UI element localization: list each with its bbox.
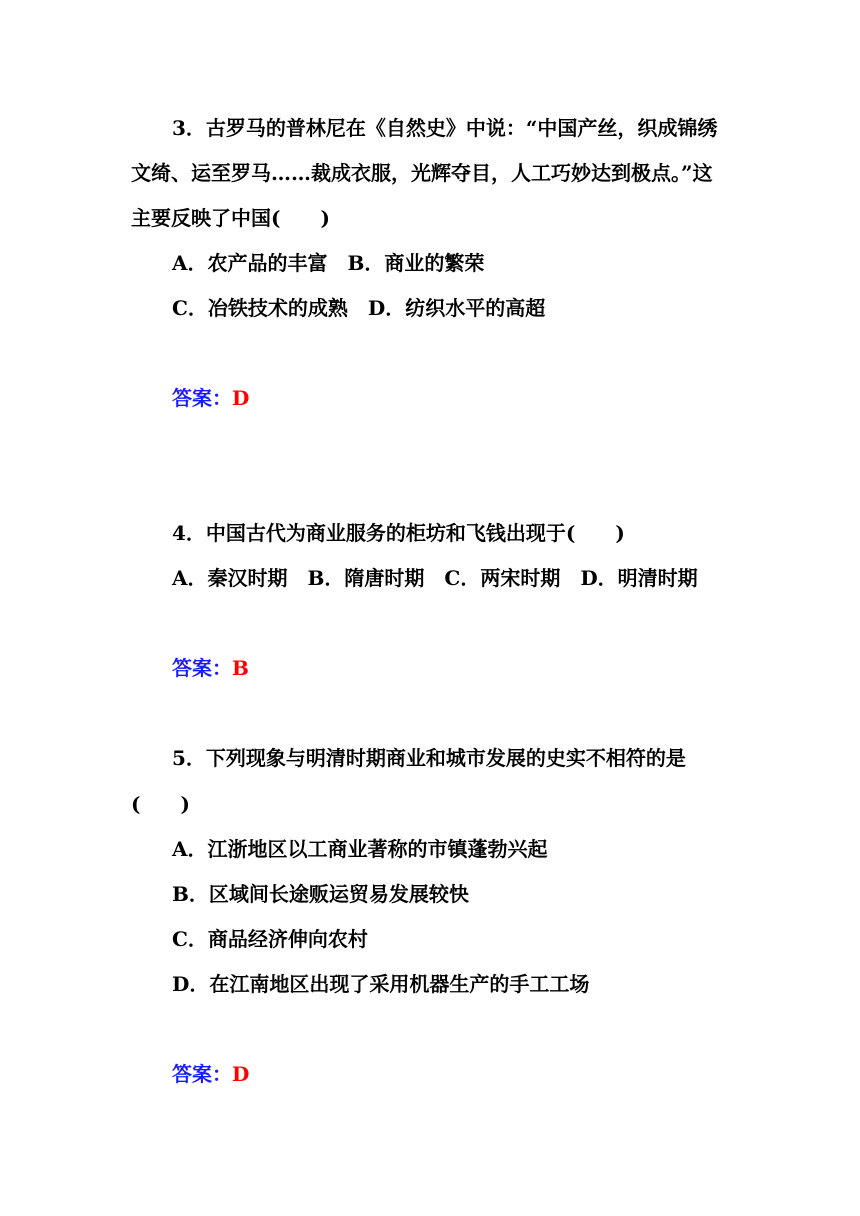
q4-answer-value: B bbox=[232, 656, 249, 680]
q5-answer-label: 答案： bbox=[172, 1062, 232, 1086]
q3-stem-line-1: 3．古罗马的普林尼在《自然史》中说：“中国产丝，织成锦绣 bbox=[172, 116, 718, 140]
q3-stem-line-3: 主要反映了中国( ) bbox=[131, 206, 330, 230]
q3-answer-value: D bbox=[232, 386, 250, 410]
q3-answer bbox=[172, 384, 249, 412]
q5-answer-value: D bbox=[232, 1062, 250, 1086]
q5-option-d: D．在江南地区出现了采用机器生产的手工工场 bbox=[172, 972, 590, 996]
q3-options-row-2: C．冶铁技术的成熟 D．纺织水平的高超 bbox=[172, 296, 546, 320]
q3-stem-line-2: 文绮、运至罗马……裁成衣服，光辉夺目，人工巧妙达到极点。”这 bbox=[131, 161, 713, 185]
q3-options-row-1: A．农产品的丰富 B．商业的繁荣 bbox=[172, 251, 485, 275]
q4-answer-label: 答案： bbox=[172, 656, 232, 680]
q5-answer bbox=[172, 1060, 249, 1088]
q4-answer bbox=[172, 654, 249, 682]
q4-options-row-1: A．秦汉时期 B．隋唐时期 C．两宋时期 D．明清时期 bbox=[172, 566, 698, 590]
q5-option-a: A．江浙地区以工商业著称的市镇蓬勃兴起 bbox=[172, 837, 548, 861]
q3-answer-label: 答案： bbox=[172, 386, 232, 410]
q5-option-c: C．商品经济伸向农村 bbox=[172, 927, 368, 951]
q5-option-b: B．区域间长途贩运贸易发展较快 bbox=[172, 882, 469, 906]
q4-stem-line-1: 4．中国古代为商业服务的柜坊和飞钱出现于( ) bbox=[172, 521, 625, 545]
q5-stem-line-2: ( ) bbox=[131, 792, 190, 816]
q5-stem-line-1: 5．下列现象与明清时期商业和城市发展的史实不相符的是 bbox=[172, 746, 686, 770]
